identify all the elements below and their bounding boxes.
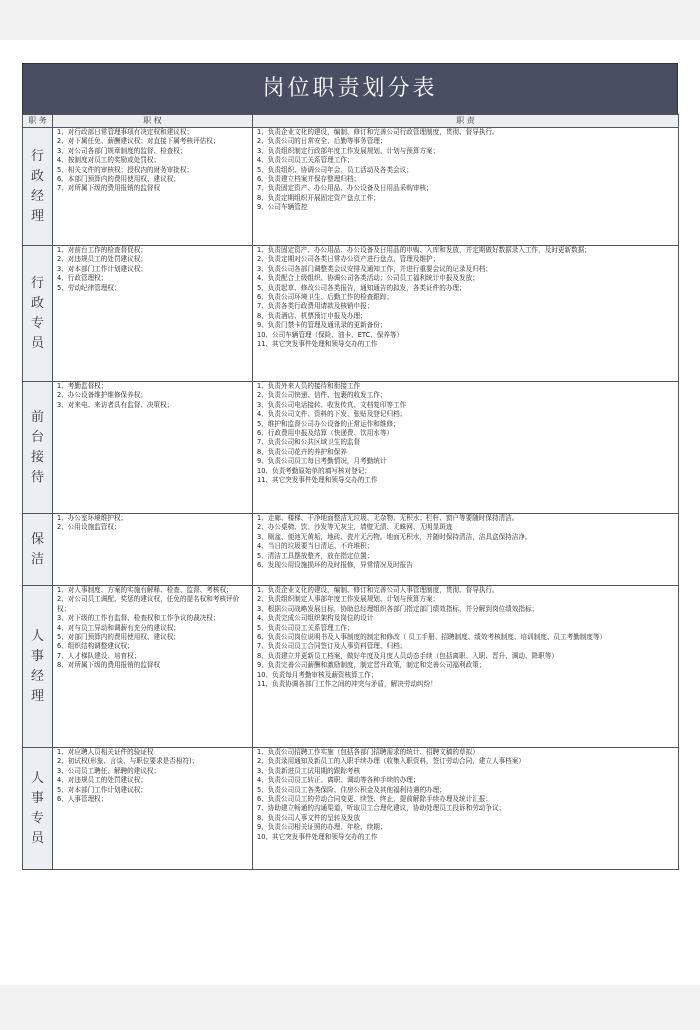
duty-item: 2、负责定期对公司各类日常办公资产进行盘点、管理及维护； <box>257 255 440 264</box>
authority-item: 6、组织结构调整建议权； <box>57 642 134 651</box>
duty-item: 1、负责外来人员的接待和衔接工作 <box>257 382 361 390</box>
duty-item: 5、负责公司员工各类保险、住房公积金及其他福利待遇的办理； <box>257 785 446 794</box>
role-title: 前台接待 <box>30 409 44 485</box>
duty-item: 3、厕盆、便池无黄垢，地砖、瓷片无污物。地面无积水，并随时保持清洁，洁具盒保持洁净。 <box>257 532 532 541</box>
duty-item: 5、负责组织、协调公司年会、员工活动及各类会议； <box>257 165 413 174</box>
authority-cell <box>53 586 253 748</box>
role-title: 行政专员 <box>30 275 44 351</box>
duty-item: 1、负责企业文化的建设，编制、修订和完善公司人事管理制度，贯彻、督导执行。 <box>257 586 499 594</box>
authority-item: 5、对部门预算内的费用使用权、建议权； <box>57 633 180 642</box>
duty-item: 4、负责公司员工关系管理工作； <box>257 156 354 165</box>
duty-table-sheet <box>22 63 678 870</box>
table-row <box>23 246 679 382</box>
duty-item: 6、发现公用设施损坏的及时报修，异常情况及时报告 <box>257 561 413 570</box>
duty-item: 4、负责完成公司组织架构及岗位的设计 <box>257 614 374 623</box>
authority-item: 1、对人事制度、方案的实施有解释、检查、监督、考核权； <box>57 586 233 594</box>
role-cell <box>23 382 53 514</box>
authority-cell <box>53 514 253 586</box>
duty-item: 6、行政费用申报及结算（快递费、饮用水等） <box>257 429 394 438</box>
authority-item: 5、劳动纪律管理权； <box>57 283 121 292</box>
duty-item: 3、负责组织制定行政部年度工作发展规划、计划与预算方案； <box>257 146 440 155</box>
duty-item: 3、负责新进员工试用期的跟踪考核 <box>257 766 361 775</box>
duty-item: 5、负责公司员工关系管理工作； <box>257 623 354 632</box>
duty-item: 7、负责固定资产、办公用品、办公设备及日用品采购审核； <box>257 184 433 193</box>
duty-item: 2、负责组织制定人事部年度工作发展规划、计划与预算方案； <box>257 595 440 604</box>
duty-cell <box>253 748 679 870</box>
role-title: 人事专员 <box>30 770 44 846</box>
duty-item: 2、负责录用通知及新员工的入职手续办理（收集入职资料，签订劳动合同，建立人事档案） <box>257 757 525 766</box>
authority-item: 4、按制度对员工的奖励或处罚权； <box>57 156 161 165</box>
duty-item: 9、负责完善公司薪酬和激励制度，制定晋升政策，制定和完善公司福利政策； <box>257 661 486 670</box>
authority-item: 3、对下级的工作有监督、检查权和工作争议的裁决权； <box>57 614 220 623</box>
duty-item: 5、清洁工具摆放整齐，放在指定位置； <box>257 551 374 560</box>
duty-item: 10、公司车辆管理（保险、油卡、ETC、保养等） <box>257 330 404 339</box>
authority-item: 1、对应聘人员相关证件的验证权 <box>57 748 154 756</box>
duty-item: 9、负责门禁卡的管理及通讯录的更新备份； <box>257 321 387 330</box>
duty-item: 11、负责协调各部门工作之间的冲突与矛盾，解决劳动纠纷！ <box>257 680 437 689</box>
duty-item: 8、负责公司人事文件的呈转及发放 <box>257 813 361 822</box>
duty-item: 7、负责公司和公共区域卫生的监督 <box>257 438 361 447</box>
role-cell <box>23 748 53 870</box>
duty-item: 8、负责定期组织开展固定资产盘点工作； <box>257 193 380 202</box>
duty-cell <box>253 382 679 514</box>
table-row <box>23 382 679 514</box>
authority-item: 3、对来电、来访者具有监督、决策权； <box>57 400 174 409</box>
authority-cell <box>53 382 253 514</box>
duty-item: 3、根据公司战略发展目标，协助总经理组织各部门指定部门绩效指标，并分解到岗位绩效指标； <box>257 604 539 613</box>
bottom-margin <box>0 985 700 1030</box>
duty-cell <box>253 586 679 748</box>
duty-item: 2、负责公司快递、信件、包裹的收发工作； <box>257 391 387 400</box>
authority-item: 2、办公设备维护维修保养权； <box>57 391 147 400</box>
authority-item: 4、行政管理权； <box>57 274 108 283</box>
role-title: 人事经理 <box>30 628 44 704</box>
top-margin <box>0 0 700 40</box>
duty-item: 1、负责企业文化的建设，编制、修订和完善公司行政管理制度，贯彻、督导执行。 <box>257 128 499 136</box>
duty-item: 8、负责建立并更新员工档案，做好年度及月度人员动态手续（包括离职、入职、晋升、调动、降职等） <box>257 651 558 660</box>
table-row <box>23 586 679 748</box>
duty-item: 7、协助建立畅通的沟通渠道，听取员工合理化建议，协助处理员工投诉和劳动争议； <box>257 804 506 813</box>
page-title: 岗位职责划分表 <box>22 63 678 114</box>
authority-item: 2、对公司员工调配、奖惩的建议权，任免的提名权和考核评价权； <box>57 595 240 613</box>
header-duty: 职 责 <box>253 115 679 128</box>
authority-cell <box>53 748 253 870</box>
duty-item: 6、负责公司员工的劳动合同变更、续签、终止，提前解除手续办理及统计汇报； <box>257 795 492 804</box>
authority-item: 2、公用设施监管权； <box>57 523 121 532</box>
authority-item: 6、人事管理权； <box>57 795 108 804</box>
authority-item: 1、对行政部日常管理事项有决定权和建议权； <box>57 128 194 136</box>
duty-item: 10、负责每月考勤审核及薪资核算工作； <box>257 670 378 679</box>
header-row <box>23 115 679 128</box>
authority-item: 3、公司员工聘任、解聘的建议权； <box>57 766 161 775</box>
table-row <box>23 514 679 586</box>
authority-item: 1、考勤监督权； <box>57 382 108 390</box>
duty-item: 6、负责公司环境卫生、后勤工作的检查跟踪； <box>257 293 394 302</box>
duty-item: 8、负责公司花卉的养护和保养 <box>257 447 347 456</box>
duty-item: 10、负责考勤原始单的填写核对登记； <box>257 466 371 475</box>
duty-item: 9、负责公司员工每日考勤情况，月考勤统计 <box>257 457 387 466</box>
duty-item: 7、负责公司员工合同签订及人事资料管理、归档； <box>257 642 407 651</box>
duty-item: 4、负责公司员工转正、离职、调动等各种手续的办理； <box>257 776 420 785</box>
role-cell <box>23 514 53 586</box>
duty-item: 1、走廊、楼梯、干净地面整洁无垃圾、无杂物、无积水；栏杆、窗户等要随时保持清洁。 <box>257 514 519 522</box>
duty-item: 9、公司车辆管控 <box>257 203 308 212</box>
authority-item: 2、对违规员工的处罚建议权； <box>57 255 147 264</box>
authority-item: 5、相关文件的审核权；授权内的财务审批权； <box>57 165 194 174</box>
role-title: 行政经理 <box>30 148 44 224</box>
authority-item: 7、对所属下级的费用报销的监督权 <box>57 184 161 193</box>
authority-item: 2、初试权(形象、言谈、与职位要求是否相符)； <box>57 757 199 766</box>
duty-item: 9、负责公司相关证照的办理、年检、续期； <box>257 823 387 832</box>
duty-item: 6、负责建立档案并保存整理归档； <box>257 175 361 184</box>
authority-item: 4、对与员工异动和调薪有充分的建议权； <box>57 623 180 632</box>
role-cell <box>23 586 53 748</box>
duty-item: 4、当日的垃圾要当日清运、不许堆积； <box>257 542 374 551</box>
authority-item: 7、人才梯队建设、培育权； <box>57 651 141 660</box>
duty-item: 4、负责公司文件、资料的下发、张贴及登记归档； <box>257 410 407 419</box>
duty-item: 5、负责起草、修改公司各类报告，通知通告的拟发，各类证件的办理； <box>257 283 466 292</box>
duty-item: 3、负责公司电话接转、收发传真、文档复印等工作 <box>257 400 407 409</box>
duty-item: 10、其它突发事件处理和领导交办的工作 <box>257 832 378 841</box>
duty-item: 11、其它突发事件处理和领导交办的工作 <box>257 476 378 485</box>
authority-cell <box>53 246 253 382</box>
authority-cell <box>53 128 253 246</box>
authority-item: 2、对下属任免、薪酬建议权；对直接下属考核评估权； <box>57 137 220 146</box>
duty-item: 1、负责公司招聘工作实施（包括各部门招聘需求的统计、招聘文稿的草拟） <box>257 748 479 756</box>
duty-cell <box>253 246 679 382</box>
duty-cell <box>253 128 679 246</box>
header-role: 职 务 <box>23 115 53 128</box>
duty-item: 8、负责酒店、机票预订申报及办理； <box>257 311 367 320</box>
duty-item: 3、负责公司各部门调整类会议安排及通知工作，并进行重要会议的记录及归档； <box>257 264 492 273</box>
duty-table <box>22 114 679 870</box>
duty-item: 1、负责固定资产、办公用品、办公设备及日用品的申购、入库和发放，并定期做好数据录入工作，及时更新数据； <box>257 246 591 254</box>
duty-item: 2、办公桌椅、饮、沙发等无灰尘，墙壁无渍、无蛛网、无明显斑迹 <box>257 523 453 532</box>
authority-item: 4、对违规员工的处罚建议权； <box>57 776 147 785</box>
authority-item: 8、对所属下级的费用报销的监督权 <box>57 661 161 670</box>
header-authority: 职 权 <box>53 115 253 128</box>
table-row <box>23 748 679 870</box>
role-cell <box>23 246 53 382</box>
duty-item: 7、负责各类行政费用请款及核销申报； <box>257 302 374 311</box>
duty-item: 2、负责公司的日常安全、后勤等事务管理； <box>257 137 387 146</box>
duty-item: 6、负责公司岗位说明书及人事制度的制定和修改（ 员工手册、招聘制度、绩效考核制度、培训制度、员工考勤制度等） <box>257 633 607 642</box>
authority-item: 5、对本部门工作计划建议权； <box>57 785 147 794</box>
duty-item: 11、其它突发事件处理和领导交办的工作 <box>257 340 378 349</box>
authority-item: 1、办公室环境维护权； <box>57 514 128 522</box>
authority-item: 3、对公司各部门规章制度的监督、检查权； <box>57 146 187 155</box>
table-row <box>23 128 679 246</box>
role-cell <box>23 128 53 246</box>
duty-cell <box>253 514 679 586</box>
duty-item: 4、负责配合上级组织、协调公司各类活动；公司员工福利统计申报及发放； <box>257 274 479 283</box>
duty-item: 5、维护和监督公司办公设备的正常运作和维修； <box>257 419 400 428</box>
authority-item: 6、本部门预算内的费用使用权、建议权； <box>57 175 180 184</box>
role-title: 保洁 <box>30 531 44 567</box>
authority-item: 3、对本部门工作计划建议权； <box>57 264 147 273</box>
authority-item: 1、对前台工作的检查督促权； <box>57 246 147 254</box>
